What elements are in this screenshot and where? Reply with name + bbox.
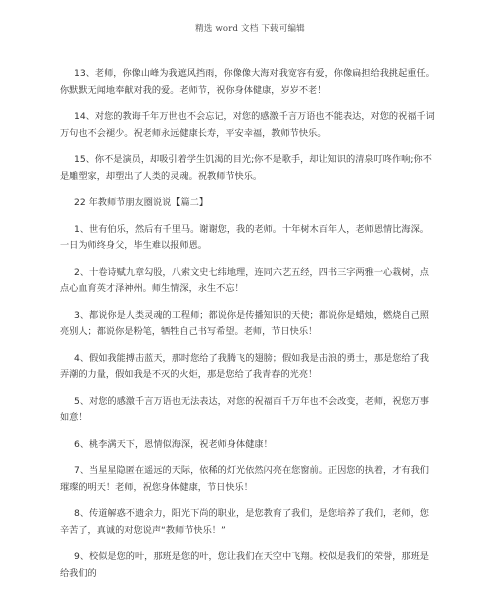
document-body <box>60 66 438 592</box>
paragraph-2: 2、十卷诗赋九章勾股，八索文史七纬地理，连同六艺五经，四书三字两雅一心栽树，点点心血育英才泽神州。师生情深，永生不忘！ <box>60 266 429 294</box>
paragraph-3: 3、都说你是人类灵魂的工程师；都说你是传播知识的天使；都说你是蜡烛，燃烧自己照亮别人；都说你是粉笔，牺牲自己书写希望。老师，节日快乐！ <box>60 309 429 337</box>
paragraph-15: 15、你不是演员，却吸引着学生饥渴的目光;你不是歌手，却让知识的清泉叮咚作响;你不是雕塑家，却塑出了人类的灵魂。祝教师节快乐。 <box>60 154 432 182</box>
paragraph-7: 7、当星星隐匿在遥远的天际，依稀的灯光依然闪亮在您窗前。正因您的执着，才有我们璀璨的明天！老师，祝您身体健康，节日快乐！ <box>60 465 429 493</box>
paragraph-13: 13、老师，你像山峰为我遮风挡雨，你像像大海对我宽容有爱，你像扁担给我挑起重任。你默默无闻地奉献对我的爱。老师节，祝你身体健康，岁岁不老！ <box>60 68 435 96</box>
paragraph-4: 4、假如我能搏击蓝天，那时您给了我腾飞的翅膀；假如我是击浪的勇士，那是您给了我弄潮的力量，假如我是不灭的火炬，那是您给了我青春的光亮！ <box>60 352 429 380</box>
paragraph-14: 14、对您的教诲千年万世也不会忘记，对您的感激千言万语也不能表达，对您的祝福千词万句也不会褪少。祝老师永远健康长寿，平安幸福，教师节快乐。 <box>60 111 435 139</box>
paragraph-5: 5、对您的感激千言万语也无法表达，对您的祝福百千万年也不会改变，老师，祝您万事如意！ <box>60 395 429 423</box>
page-header: 精选 word 文档 下载可编辑 <box>195 24 305 34</box>
paragraph-1: 1、世有伯乐，然后有千里马。谢谢您，我的老师。十年树木百年人，老师恩情比海深。一日为师终身父，毕生难以报师恩。 <box>60 223 429 251</box>
paragraph-8: 8、传道解惑不遗余力，阳光下尚的职业，是您教育了我们，是您培养了我们，老师，您辛苦了，真诚的对您说声“教师节快乐！” <box>60 508 429 536</box>
section-heading: 22 年教师节朋友圈说说【篇二】 <box>74 197 209 208</box>
paragraph-6: 6、桃李满天下，恩情似海深，祝老师身体健康！ <box>74 438 273 450</box>
paragraph-9: 9、校似是您的叶，那班是您的叶，您让我们在天空中飞翔。校似是我们的荣誉，那班是给我们的 <box>60 551 429 579</box>
